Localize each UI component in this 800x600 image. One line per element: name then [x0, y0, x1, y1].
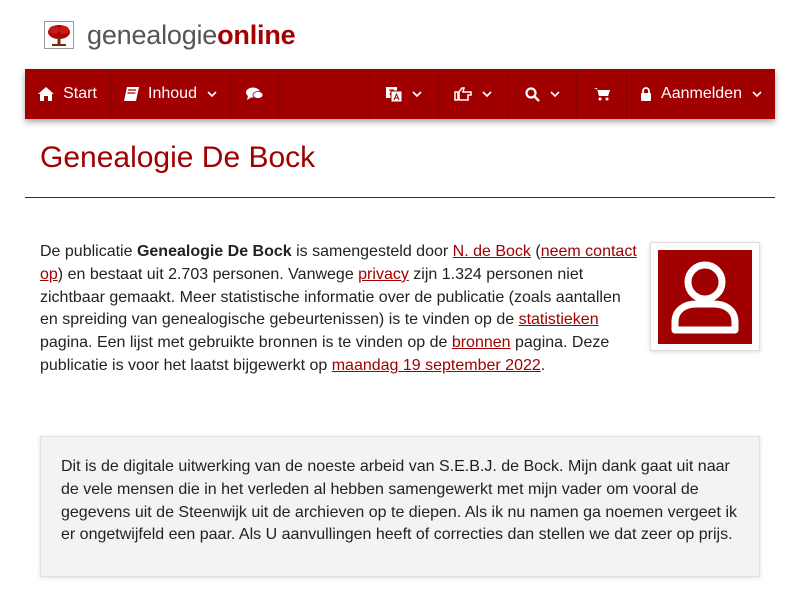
intro-text: zijn 1.324 personen niet zichtbaar gemaakt. Meer statistische informatie over de publicatie (zoals aantallen en spreiding van genealogische gebeurtenissen) is te vinden op de — [40, 265, 621, 329]
language-icon — [386, 87, 402, 102]
main-navbar — [25, 69, 775, 119]
nav-start-label: Start — [63, 85, 97, 102]
author-link[interactable]: N. de Bock — [452, 243, 531, 260]
home-icon — [38, 87, 54, 101]
nav-login-label: Aanmelden — [661, 85, 742, 102]
intro-text: is samengesteld door — [291, 243, 453, 260]
nav-inhoud[interactable] — [111, 69, 231, 119]
site-name — [87, 21, 295, 49]
cart-icon — [594, 87, 610, 101]
sources-link[interactable]: bronnen — [451, 334, 511, 352]
nav-search[interactable] — [508, 69, 577, 119]
author-avatar-frame[interactable] — [650, 242, 760, 351]
nav-forum[interactable] — [231, 69, 279, 119]
chevron-down-icon — [207, 91, 217, 98]
intro-text: ( — [530, 243, 541, 260]
brand-part-1: genealogie — [87, 20, 218, 50]
intro-text: pagina. Deze publicatie is voor het laatst bijgewerkt op — [40, 334, 610, 374]
nav-actions[interactable] — [439, 69, 508, 119]
nav-language[interactable] — [370, 69, 439, 119]
comments-icon — [246, 87, 263, 101]
privacy-link[interactable]: privacy — [358, 265, 409, 283]
search-icon — [525, 87, 540, 102]
title-divider — [25, 197, 775, 198]
tree-logo-icon — [44, 21, 74, 49]
nav-inhoud-label: Inhoud — [148, 85, 197, 102]
statistics-link[interactable]: statistieken — [518, 311, 599, 329]
intro-text: De publicatie — [40, 243, 137, 260]
intro-text: pagina. Een lijst met gebruikte bronnen is te vinden op de — [40, 334, 452, 352]
lock-icon — [640, 87, 652, 101]
user-avatar-icon — [658, 250, 752, 344]
publication-description — [40, 436, 760, 577]
book-icon — [124, 87, 139, 101]
last-updated-link[interactable]: maandag 19 september 2022 — [331, 356, 541, 374]
publication-intro — [40, 241, 640, 378]
nav-login[interactable] — [627, 69, 775, 119]
chevron-down-icon — [412, 91, 422, 98]
chevron-down-icon — [550, 91, 560, 98]
page-title: Genealogie De Bock — [40, 141, 316, 174]
brand-part-2: online — [217, 20, 296, 50]
intro-text: ) en bestaat uit 2.703 personen. Vanwege — [57, 265, 359, 283]
nav-spacer — [279, 69, 370, 119]
intro-text: . — [540, 356, 546, 374]
contact-link[interactable]: neem contact op — [40, 243, 637, 283]
nav-shop[interactable] — [577, 69, 627, 119]
chevron-down-icon — [752, 91, 762, 98]
publication-name: Genealogie De Bock — [136, 243, 292, 260]
hand-point-right-icon — [454, 87, 472, 101]
description-text: Dit is de digitale uitwerking van de noeste arbeid van S.E.B.J. de Bock. Mijn dank gaat uit naar de vele mensen die in het verleden al hebben samengewerkt met mijn vader om vooral de gegevens uit de Steenwijk uit de archieven op te diepen. Als ik nu namen ga noemen vergeet ik er ongetwijfeld een paar. Als U aanvullingen heeft of correcties dan stellen we dat zeer op prijs. — [61, 458, 737, 544]
chevron-down-icon — [482, 91, 492, 98]
nav-start[interactable] — [25, 69, 111, 119]
site-logo[interactable] — [44, 20, 295, 50]
